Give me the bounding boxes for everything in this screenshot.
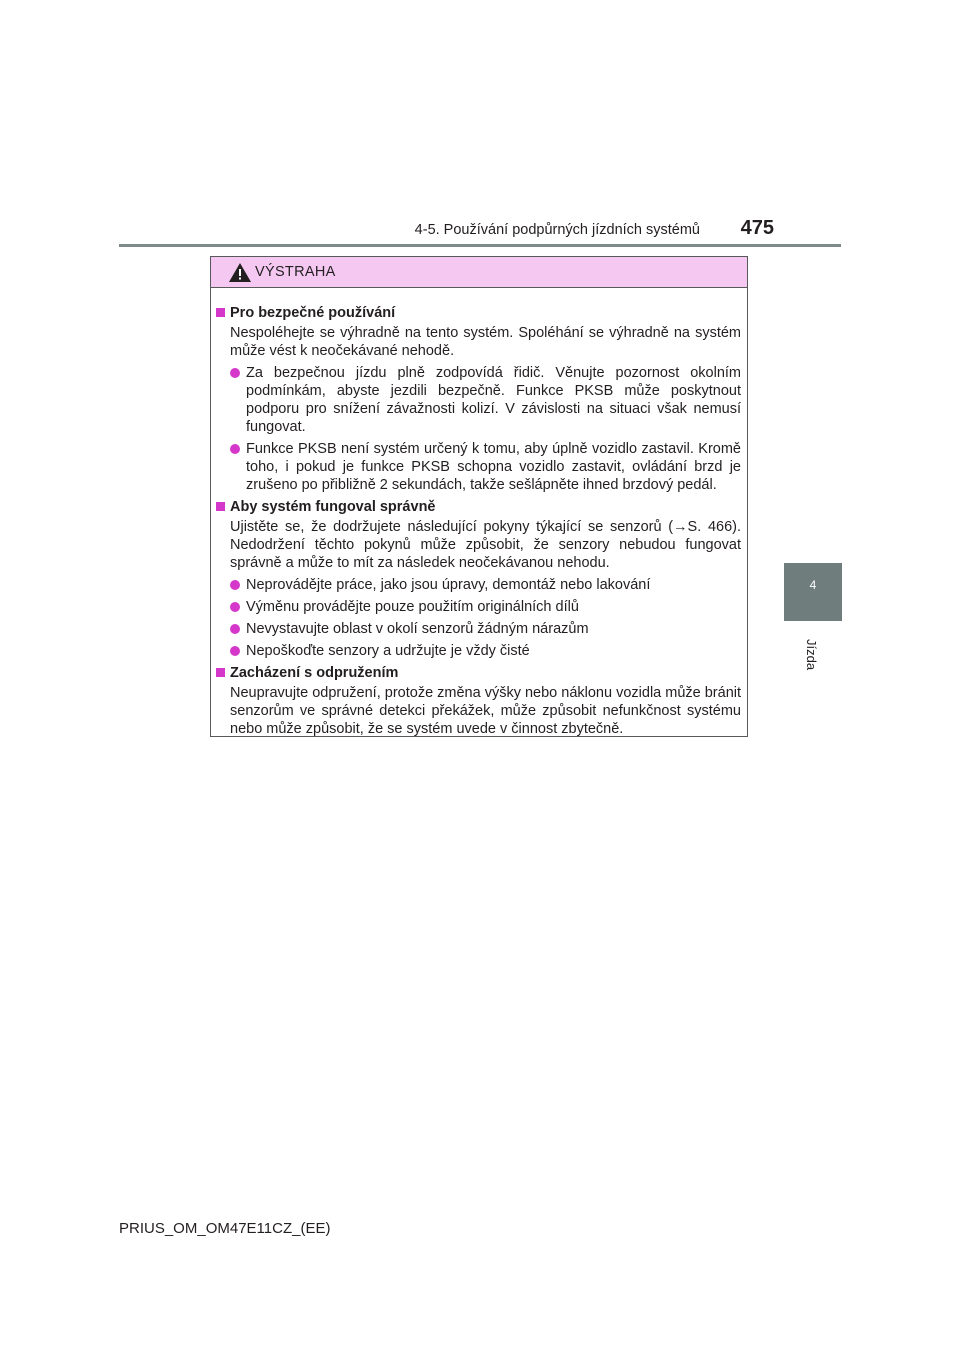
list-item-text: Výměnu provádějte pouze použitím originálních dílů bbox=[246, 599, 579, 615]
list-item-text: Za bezpečnou jízdu plně zodpovídá řidič. Věnujte pozornost okolním podmínkám, abyste jezdili bezpečně. Funkce PKSB může poskytnout podporu pro snížení závažnosti kolizí. V závislosti na situaci však nemusí fungovat. bbox=[246, 365, 741, 435]
section-heading-text: Pro bezpečné používání bbox=[230, 305, 396, 321]
warning-section bbox=[216, 664, 741, 738]
list-item bbox=[230, 642, 741, 660]
list-item bbox=[230, 364, 741, 436]
list-item bbox=[230, 576, 741, 594]
list-item bbox=[230, 598, 741, 616]
document-code: PRIUS_OM_OM47E11CZ_(EE) bbox=[119, 1220, 331, 1237]
square-bullet-icon bbox=[216, 502, 225, 511]
section-title: 4-5. Používání podpůrných jízdních systémů bbox=[414, 222, 700, 238]
warning-body bbox=[211, 288, 747, 738]
warning-section bbox=[216, 304, 741, 494]
list-item bbox=[230, 620, 741, 638]
warning-title: VÝSTRAHA bbox=[255, 264, 336, 280]
warning-box bbox=[210, 256, 748, 737]
round-bullet-icon bbox=[230, 368, 240, 378]
list-item-text: Neprovádějte práce, jako jsou úpravy, demontáž nebo lakování bbox=[246, 577, 651, 593]
section-heading bbox=[216, 498, 741, 516]
list-item-text: Nepoškoďte senzory a udržujte je vždy čisté bbox=[246, 643, 530, 659]
section-paragraph: Nespoléhejte se výhradně na tento systém. Spoléhání se výhradně na systém může vést k neočekávané nehodě. bbox=[230, 325, 741, 359]
chapter-number: 4 bbox=[809, 578, 817, 592]
warning-triangle-icon bbox=[229, 263, 251, 282]
round-bullet-icon bbox=[230, 646, 240, 656]
warning-header bbox=[211, 257, 747, 288]
section-heading-text: Zacházení s odpružením bbox=[230, 665, 399, 681]
square-bullet-icon bbox=[216, 668, 225, 677]
warning-section bbox=[216, 498, 741, 660]
list-item bbox=[230, 440, 741, 494]
square-bullet-icon bbox=[216, 308, 225, 317]
section-heading bbox=[216, 664, 741, 682]
section-heading bbox=[216, 304, 741, 322]
chapter-name: Jízda bbox=[804, 639, 819, 671]
round-bullet-icon bbox=[230, 580, 240, 590]
section-paragraph: Neupravujte odpružení, protože změna výšky nebo náklonu vozidla může bránit senzorům ve správné detekci překážek, může způsobit nefunkčnost systému nebo může způsobit, že se systém uvede v činnost zbytečně. bbox=[230, 685, 742, 737]
page-number: 475 bbox=[740, 217, 774, 239]
round-bullet-icon bbox=[230, 444, 240, 454]
section-paragraph: Ujistěte se, že dodržujete následující pokyny týkající se senzorů (→S. 466). Nedodržení těchto pokynů může způsobit, že senzory nebudou fungovat správně a může to mít za následek neočekávanou nehodu. bbox=[230, 519, 741, 571]
section-heading-text: Aby systém fungoval správně bbox=[230, 499, 436, 515]
round-bullet-icon bbox=[230, 624, 240, 634]
round-bullet-icon bbox=[230, 602, 240, 612]
list-item-text: Nevystavujte oblast v okolí senzorů žádným nárazům bbox=[246, 621, 589, 637]
list-item-text: Funkce PKSB není systém určený k tomu, aby úplně vozidlo zastavil. Kromě toho, i pokud je funkce PKSB schopna vozidlo zastavit, ovládání brzd je zrušeno po přibližně 2 sekundách, takže sešlápněte ihned brzdový pedál. bbox=[246, 441, 741, 493]
chapter-tab[interactable] bbox=[784, 563, 842, 621]
header-divider bbox=[119, 244, 841, 247]
